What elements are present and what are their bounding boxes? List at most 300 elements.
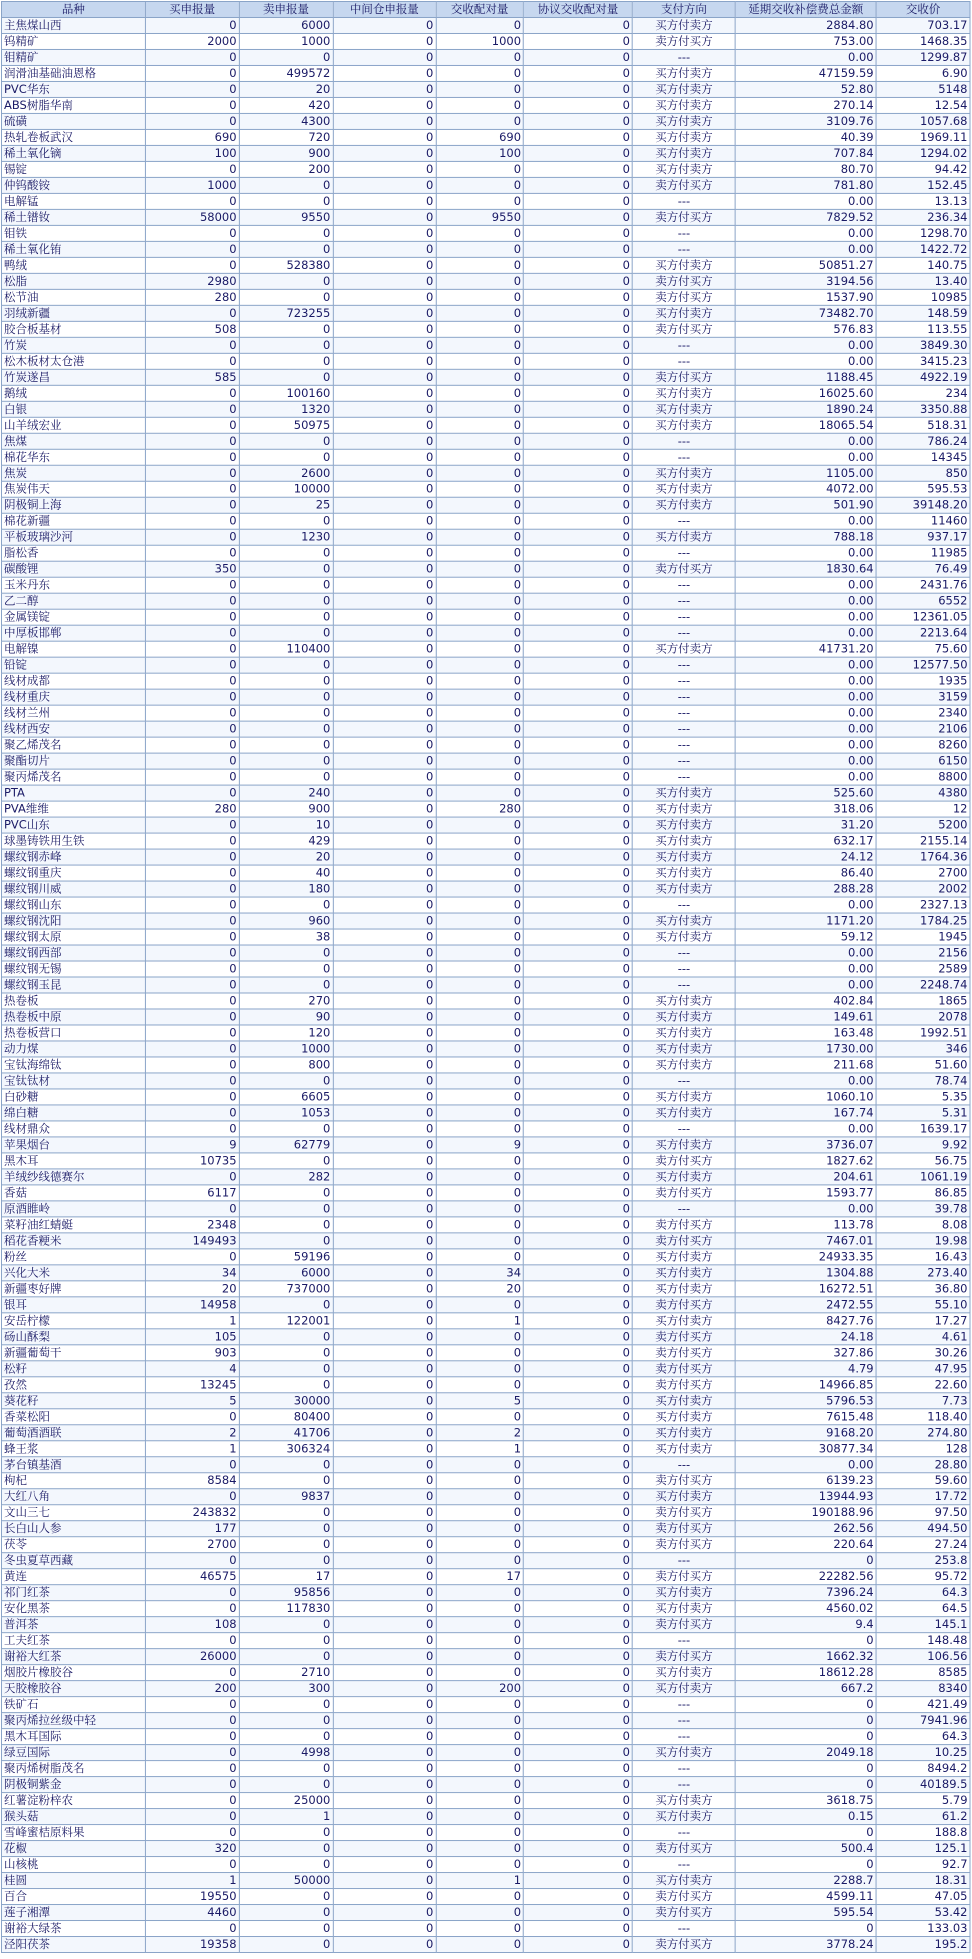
- matched-qty-cell: 34: [436, 1265, 524, 1281]
- settlement-price-cell: 64.3: [876, 1585, 970, 1601]
- agreement-matched-qty-cell: 0: [524, 465, 633, 481]
- settlement-price-cell: 12: [876, 801, 970, 817]
- table-row: [1, 1073, 970, 1089]
- matched-qty-cell: 0: [436, 529, 524, 545]
- payment-direction-cell: ---: [632, 1761, 735, 1777]
- settlement-price-cell: 518.31: [876, 417, 970, 433]
- compensation-total-cell: 59.12: [735, 929, 876, 945]
- variety-cell: 螺纹钢玉昆: [1, 977, 145, 993]
- payment-direction-cell: 买方付卖方: [632, 1809, 735, 1825]
- intermediate-qty-cell: 0: [333, 913, 436, 929]
- settlement-price-cell: 1764.36: [876, 849, 970, 865]
- variety-cell: 乙二醇: [1, 593, 145, 609]
- variety-cell: 文山三七: [1, 1505, 145, 1521]
- table-row: [1, 1553, 970, 1569]
- buy-qty-cell: 320: [145, 1841, 239, 1857]
- variety-cell: 百合: [1, 1889, 145, 1905]
- compensation-total-cell: 270.14: [735, 97, 876, 113]
- payment-direction-cell: 买方付卖方: [632, 1681, 735, 1697]
- matched-qty-cell: 0: [436, 1777, 524, 1793]
- intermediate-qty-cell: 0: [333, 785, 436, 801]
- intermediate-qty-cell: 0: [333, 1681, 436, 1697]
- table-row: [1, 641, 970, 657]
- buy-qty-cell: 9: [145, 1137, 239, 1153]
- buy-qty-cell: 0: [145, 433, 239, 449]
- intermediate-qty-cell: 0: [333, 1633, 436, 1649]
- agreement-matched-qty-cell: 0: [524, 1777, 633, 1793]
- table-row: [1, 705, 970, 721]
- variety-cell: 菜籽油红蜻蜓: [1, 1217, 145, 1233]
- settlement-price-cell: 40189.5: [876, 1777, 970, 1793]
- compensation-total-cell: 0.00: [735, 1201, 876, 1217]
- buy-qty-cell: 0: [145, 385, 239, 401]
- payment-direction-cell: 卖方付买方: [632, 1537, 735, 1553]
- matched-qty-cell: 0: [436, 369, 524, 385]
- variety-cell: 谢裕大红茶: [1, 1649, 145, 1665]
- sell-qty-cell: 0: [239, 1825, 333, 1841]
- buy-qty-cell: 46575: [145, 1569, 239, 1585]
- buy-qty-cell: 0: [145, 81, 239, 97]
- variety-cell: 稻花香粳米: [1, 1233, 145, 1249]
- settlement-price-cell: 3159: [876, 689, 970, 705]
- agreement-matched-qty-cell: 0: [524, 177, 633, 193]
- payment-direction-cell: 卖方付买方: [632, 321, 735, 337]
- buy-qty-cell: 903: [145, 1345, 239, 1361]
- sell-qty-cell: 1000: [239, 1041, 333, 1057]
- table-row: [1, 529, 970, 545]
- payment-direction-cell: 买方付卖方: [632, 497, 735, 513]
- intermediate-qty-cell: 0: [333, 449, 436, 465]
- matched-qty-cell: 0: [436, 929, 524, 945]
- compensation-total-cell: 0.00: [735, 753, 876, 769]
- settlement-price-cell: 1468.35: [876, 33, 970, 49]
- table-row: [1, 289, 970, 305]
- compensation-total-cell: 1537.90: [735, 289, 876, 305]
- sell-qty-cell: 0: [239, 1777, 333, 1793]
- payment-direction-cell: 卖方付买方: [632, 209, 735, 225]
- sell-qty-cell: 499572: [239, 65, 333, 81]
- variety-cell: 聚乙烯茂名: [1, 737, 145, 753]
- sell-qty-cell: 0: [239, 721, 333, 737]
- variety-cell: 主焦煤山西: [1, 17, 145, 33]
- sell-qty-cell: 0: [239, 337, 333, 353]
- variety-cell: 线材兰州: [1, 705, 145, 721]
- variety-cell: 安岳柠檬: [1, 1313, 145, 1329]
- settlement-price-cell: 12361.05: [876, 609, 970, 625]
- sell-qty-cell: 0: [239, 1121, 333, 1137]
- variety-cell: 螺纹钢赤峰: [1, 849, 145, 865]
- variety-cell: 谢裕大绿茶: [1, 1921, 145, 1937]
- buy-qty-cell: 2980: [145, 273, 239, 289]
- buy-qty-cell: 280: [145, 801, 239, 817]
- table-row: [1, 17, 970, 33]
- sell-qty-cell: 2600: [239, 465, 333, 481]
- sell-qty-cell: 0: [239, 1457, 333, 1473]
- settlement-price-cell: 1061.19: [876, 1169, 970, 1185]
- matched-qty-cell: 0: [436, 705, 524, 721]
- payment-direction-cell: 买方付卖方: [632, 1793, 735, 1809]
- settlement-price-cell: 4922.19: [876, 369, 970, 385]
- buy-qty-cell: 0: [145, 49, 239, 65]
- variety-cell: 焦炭伟天: [1, 481, 145, 497]
- payment-direction-cell: 买方付卖方: [632, 1009, 735, 1025]
- agreement-matched-qty-cell: 0: [524, 1537, 633, 1553]
- compensation-total-cell: 0.00: [735, 769, 876, 785]
- matched-qty-cell: 0: [436, 1585, 524, 1601]
- sell-qty-cell: 0: [239, 289, 333, 305]
- agreement-matched-qty-cell: 0: [524, 1697, 633, 1713]
- variety-cell: 螺纹钢沈阳: [1, 913, 145, 929]
- variety-cell: 中厚板邯郸: [1, 625, 145, 641]
- variety-cell: 泾阳茯茶: [1, 1937, 145, 1953]
- table-row: [1, 961, 970, 977]
- settlement-price-cell: 17.72: [876, 1489, 970, 1505]
- compensation-total-cell: 30877.34: [735, 1441, 876, 1457]
- sell-qty-cell: 0: [239, 1329, 333, 1345]
- buy-qty-cell: 6117: [145, 1185, 239, 1201]
- agreement-matched-qty-cell: 0: [524, 977, 633, 993]
- table-row: [1, 1041, 970, 1057]
- variety-cell: 螺纹钢川威: [1, 881, 145, 897]
- variety-cell: 聚酯切片: [1, 753, 145, 769]
- variety-cell: 线材成都: [1, 673, 145, 689]
- variety-cell: 苹果烟台: [1, 1137, 145, 1153]
- payment-direction-cell: 买方付卖方: [632, 161, 735, 177]
- settlement-price-cell: 6150: [876, 753, 970, 769]
- sell-qty-cell: 0: [239, 753, 333, 769]
- compensation-total-cell: 0.00: [735, 1457, 876, 1473]
- agreement-matched-qty-cell: 0: [524, 1201, 633, 1217]
- table-row: [1, 465, 970, 481]
- intermediate-qty-cell: 0: [333, 881, 436, 897]
- matched-qty-cell: 0: [436, 577, 524, 593]
- matched-qty-cell: 0: [436, 1041, 524, 1057]
- compensation-total-cell: 31.20: [735, 817, 876, 833]
- matched-qty-cell: 0: [436, 481, 524, 497]
- intermediate-qty-cell: 0: [333, 65, 436, 81]
- compensation-total-cell: 113.78: [735, 1217, 876, 1233]
- agreement-matched-qty-cell: 0: [524, 1073, 633, 1089]
- settlement-price-cell: 14345: [876, 449, 970, 465]
- buy-qty-cell: 0: [145, 225, 239, 241]
- payment-direction-cell: 买方付卖方: [632, 113, 735, 129]
- agreement-matched-qty-cell: 0: [524, 1665, 633, 1681]
- table-row: [1, 801, 970, 817]
- settlement-price-cell: 11460: [876, 513, 970, 529]
- agreement-matched-qty-cell: 0: [524, 321, 633, 337]
- compensation-total-cell: 52.80: [735, 81, 876, 97]
- buy-qty-cell: 8584: [145, 1473, 239, 1489]
- compensation-total-cell: 0.00: [735, 593, 876, 609]
- settlement-price-cell: 494.50: [876, 1521, 970, 1537]
- agreement-matched-qty-cell: 0: [524, 1393, 633, 1409]
- agreement-matched-qty-cell: 0: [524, 1857, 633, 1873]
- matched-qty-cell: 17: [436, 1569, 524, 1585]
- agreement-matched-qty-cell: 0: [524, 1681, 633, 1697]
- compensation-total-cell: 163.48: [735, 1025, 876, 1041]
- sell-qty-cell: 0: [239, 1921, 333, 1937]
- matched-qty-cell: 1000: [436, 33, 524, 49]
- matched-qty-cell: 5: [436, 1393, 524, 1409]
- payment-direction-cell: 卖方付买方: [632, 1505, 735, 1521]
- settlement-price-cell: 8.08: [876, 1217, 970, 1233]
- settlement-price-cell: 39148.20: [876, 497, 970, 513]
- agreement-matched-qty-cell: 0: [524, 1505, 633, 1521]
- sell-qty-cell: 0: [239, 1185, 333, 1201]
- column-header-agreement-matched-qty: 协议交收配对量: [524, 1, 633, 17]
- intermediate-qty-cell: 0: [333, 753, 436, 769]
- intermediate-qty-cell: 0: [333, 1905, 436, 1921]
- buy-qty-cell: 0: [145, 1409, 239, 1425]
- matched-qty-cell: 0: [436, 1601, 524, 1617]
- compensation-total-cell: 5796.53: [735, 1393, 876, 1409]
- table-row: [1, 1057, 970, 1073]
- variety-cell: 鹅绒: [1, 385, 145, 401]
- buy-qty-cell: 0: [145, 1921, 239, 1937]
- intermediate-qty-cell: 0: [333, 1601, 436, 1617]
- buy-qty-cell: 0: [145, 241, 239, 257]
- intermediate-qty-cell: 0: [333, 481, 436, 497]
- intermediate-qty-cell: 0: [333, 1841, 436, 1857]
- matched-qty-cell: 0: [436, 1057, 524, 1073]
- matched-qty-cell: 0: [436, 1841, 524, 1857]
- compensation-total-cell: 1304.88: [735, 1265, 876, 1281]
- table-row: [1, 1409, 970, 1425]
- settlement-price-cell: 1639.17: [876, 1121, 970, 1137]
- table-row: [1, 1585, 970, 1601]
- sell-qty-cell: 0: [239, 897, 333, 913]
- sell-qty-cell: 0: [239, 1345, 333, 1361]
- buy-qty-cell: 0: [145, 1793, 239, 1809]
- sell-qty-cell: 6605: [239, 1089, 333, 1105]
- buy-qty-cell: 0: [145, 1809, 239, 1825]
- sell-qty-cell: 0: [239, 1473, 333, 1489]
- payment-direction-cell: 买方付卖方: [632, 1025, 735, 1041]
- intermediate-qty-cell: 0: [333, 1281, 436, 1297]
- intermediate-qty-cell: 0: [333, 769, 436, 785]
- matched-qty-cell: 0: [436, 1905, 524, 1921]
- variety-cell: 烟胶片橡胶谷: [1, 1665, 145, 1681]
- table-row: [1, 993, 970, 1009]
- compensation-total-cell: 4599.11: [735, 1889, 876, 1905]
- intermediate-qty-cell: 0: [333, 513, 436, 529]
- table-row: [1, 193, 970, 209]
- buy-qty-cell: 0: [145, 1729, 239, 1745]
- intermediate-qty-cell: 0: [333, 673, 436, 689]
- table-row: [1, 1313, 970, 1329]
- matched-qty-cell: 0: [436, 81, 524, 97]
- agreement-matched-qty-cell: 0: [524, 1441, 633, 1457]
- payment-direction-cell: 卖方付买方: [632, 1185, 735, 1201]
- sell-qty-cell: 300: [239, 1681, 333, 1697]
- intermediate-qty-cell: 0: [333, 273, 436, 289]
- agreement-matched-qty-cell: 0: [524, 561, 633, 577]
- buy-qty-cell: 0: [145, 1457, 239, 1473]
- table-row: [1, 913, 970, 929]
- sell-qty-cell: 41706: [239, 1425, 333, 1441]
- table-row: [1, 1361, 970, 1377]
- compensation-total-cell: 73482.70: [735, 305, 876, 321]
- settlement-price-cell: 5.31: [876, 1105, 970, 1121]
- matched-qty-cell: 0: [436, 1489, 524, 1505]
- settlement-price-cell: 2327.13: [876, 897, 970, 913]
- table-row: [1, 113, 970, 129]
- compensation-total-cell: 0: [735, 1713, 876, 1729]
- buy-qty-cell: 0: [145, 945, 239, 961]
- column-header-sell-qty: 卖申报量: [239, 1, 333, 17]
- buy-qty-cell: 0: [145, 1489, 239, 1505]
- agreement-matched-qty-cell: 0: [524, 897, 633, 913]
- buy-qty-cell: 19550: [145, 1889, 239, 1905]
- agreement-matched-qty-cell: 0: [524, 1169, 633, 1185]
- intermediate-qty-cell: 0: [333, 289, 436, 305]
- matched-qty-cell: 0: [436, 1761, 524, 1777]
- sell-qty-cell: 0: [239, 241, 333, 257]
- buy-qty-cell: 4: [145, 1361, 239, 1377]
- sell-qty-cell: 0: [239, 769, 333, 785]
- agreement-matched-qty-cell: 0: [524, 17, 633, 33]
- table-row: [1, 721, 970, 737]
- agreement-matched-qty-cell: 0: [524, 641, 633, 657]
- compensation-total-cell: 18065.54: [735, 417, 876, 433]
- buy-qty-cell: 0: [145, 913, 239, 929]
- intermediate-qty-cell: 0: [333, 1057, 436, 1073]
- compensation-total-cell: 13944.93: [735, 1489, 876, 1505]
- agreement-matched-qty-cell: 0: [524, 529, 633, 545]
- matched-qty-cell: 1: [436, 1873, 524, 1889]
- agreement-matched-qty-cell: 0: [524, 289, 633, 305]
- sell-qty-cell: 0: [239, 1361, 333, 1377]
- matched-qty-cell: 0: [436, 897, 524, 913]
- agreement-matched-qty-cell: 0: [524, 593, 633, 609]
- compensation-total-cell: 2472.55: [735, 1297, 876, 1313]
- variety-cell: 硫磺: [1, 113, 145, 129]
- matched-qty-cell: 0: [436, 753, 524, 769]
- compensation-total-cell: 2288.7: [735, 1873, 876, 1889]
- buy-qty-cell: 0: [145, 657, 239, 673]
- payment-direction-cell: 卖方付买方: [632, 1345, 735, 1361]
- matched-qty-cell: 0: [436, 401, 524, 417]
- variety-cell: 焦炭: [1, 465, 145, 481]
- intermediate-qty-cell: 0: [333, 17, 436, 33]
- matched-qty-cell: 0: [436, 1825, 524, 1841]
- agreement-matched-qty-cell: 0: [524, 1649, 633, 1665]
- sell-qty-cell: 0: [239, 1937, 333, 1953]
- sell-qty-cell: 270: [239, 993, 333, 1009]
- settlement-price-cell: 274.80: [876, 1425, 970, 1441]
- column-header-buy-qty: 买申报量: [145, 1, 239, 17]
- payment-direction-cell: 买方付卖方: [632, 17, 735, 33]
- table-row: [1, 385, 970, 401]
- sell-qty-cell: 737000: [239, 1281, 333, 1297]
- matched-qty-cell: 0: [436, 1377, 524, 1393]
- payment-direction-cell: 卖方付买方: [632, 1889, 735, 1905]
- settlement-price-cell: 8800: [876, 769, 970, 785]
- intermediate-qty-cell: 0: [333, 1505, 436, 1521]
- agreement-matched-qty-cell: 0: [524, 1633, 633, 1649]
- settlement-price-cell: 7.73: [876, 1393, 970, 1409]
- compensation-total-cell: 0: [735, 1857, 876, 1873]
- table-row: [1, 1137, 970, 1153]
- table-row: [1, 609, 970, 625]
- variety-cell: 碳酸锂: [1, 561, 145, 577]
- matched-qty-cell: 0: [436, 1105, 524, 1121]
- intermediate-qty-cell: 0: [333, 689, 436, 705]
- buy-qty-cell: 0: [145, 401, 239, 417]
- sell-qty-cell: 0: [239, 1553, 333, 1569]
- buy-qty-cell: 0: [145, 481, 239, 497]
- settlement-price-cell: 148.59: [876, 305, 970, 321]
- payment-direction-cell: 买方付卖方: [632, 417, 735, 433]
- table-row: [1, 1121, 970, 1137]
- compensation-total-cell: 0: [735, 1633, 876, 1649]
- settlement-price-cell: 39.78: [876, 1201, 970, 1217]
- intermediate-qty-cell: 0: [333, 1009, 436, 1025]
- table-row: [1, 1393, 970, 1409]
- settlement-price-cell: 5200: [876, 817, 970, 833]
- matched-qty-cell: 0: [436, 289, 524, 305]
- intermediate-qty-cell: 0: [333, 1761, 436, 1777]
- buy-qty-cell: 4460: [145, 1905, 239, 1921]
- sell-qty-cell: 0: [239, 1201, 333, 1217]
- buy-qty-cell: 0: [145, 721, 239, 737]
- agreement-matched-qty-cell: 0: [524, 337, 633, 353]
- intermediate-qty-cell: 0: [333, 1265, 436, 1281]
- matched-qty-cell: 0: [436, 1793, 524, 1809]
- table-row: [1, 1617, 970, 1633]
- buy-qty-cell: 0: [145, 1745, 239, 1761]
- payment-direction-cell: ---: [632, 1777, 735, 1793]
- payment-direction-cell: 买方付卖方: [632, 65, 735, 81]
- intermediate-qty-cell: 0: [333, 241, 436, 257]
- matched-qty-cell: 0: [436, 1889, 524, 1905]
- intermediate-qty-cell: 0: [333, 961, 436, 977]
- payment-direction-cell: 买方付卖方: [632, 1489, 735, 1505]
- settlement-price-cell: 253.8: [876, 1553, 970, 1569]
- variety-cell: 茅台镇基酒: [1, 1457, 145, 1473]
- buy-qty-cell: 0: [145, 465, 239, 481]
- compensation-total-cell: 0.00: [735, 353, 876, 369]
- payment-direction-cell: 买方付卖方: [632, 145, 735, 161]
- buy-qty-cell: 0: [145, 1761, 239, 1777]
- table-row: [1, 81, 970, 97]
- buy-qty-cell: 2348: [145, 1217, 239, 1233]
- settlement-price-cell: 1935: [876, 673, 970, 689]
- settlement-price-cell: 5148: [876, 81, 970, 97]
- sell-qty-cell: 30000: [239, 1393, 333, 1409]
- buy-qty-cell: 0: [145, 1201, 239, 1217]
- table-row: [1, 161, 970, 177]
- compensation-total-cell: 0.00: [735, 449, 876, 465]
- agreement-matched-qty-cell: 0: [524, 129, 633, 145]
- sell-qty-cell: 59196: [239, 1249, 333, 1265]
- settlement-table: [1, 1, 971, 1953]
- compensation-total-cell: 4560.02: [735, 1601, 876, 1617]
- sell-qty-cell: 6000: [239, 17, 333, 33]
- intermediate-qty-cell: 0: [333, 401, 436, 417]
- sell-qty-cell: 0: [239, 561, 333, 577]
- table-row: [1, 977, 970, 993]
- buy-qty-cell: 0: [145, 497, 239, 513]
- matched-qty-cell: 0: [436, 993, 524, 1009]
- variety-cell: 线材重庆: [1, 689, 145, 705]
- intermediate-qty-cell: 0: [333, 1793, 436, 1809]
- compensation-total-cell: 0.00: [735, 337, 876, 353]
- agreement-matched-qty-cell: 0: [524, 1297, 633, 1313]
- settlement-price-cell: 92.7: [876, 1857, 970, 1873]
- compensation-total-cell: 0.00: [735, 49, 876, 65]
- matched-qty-cell: 0: [436, 513, 524, 529]
